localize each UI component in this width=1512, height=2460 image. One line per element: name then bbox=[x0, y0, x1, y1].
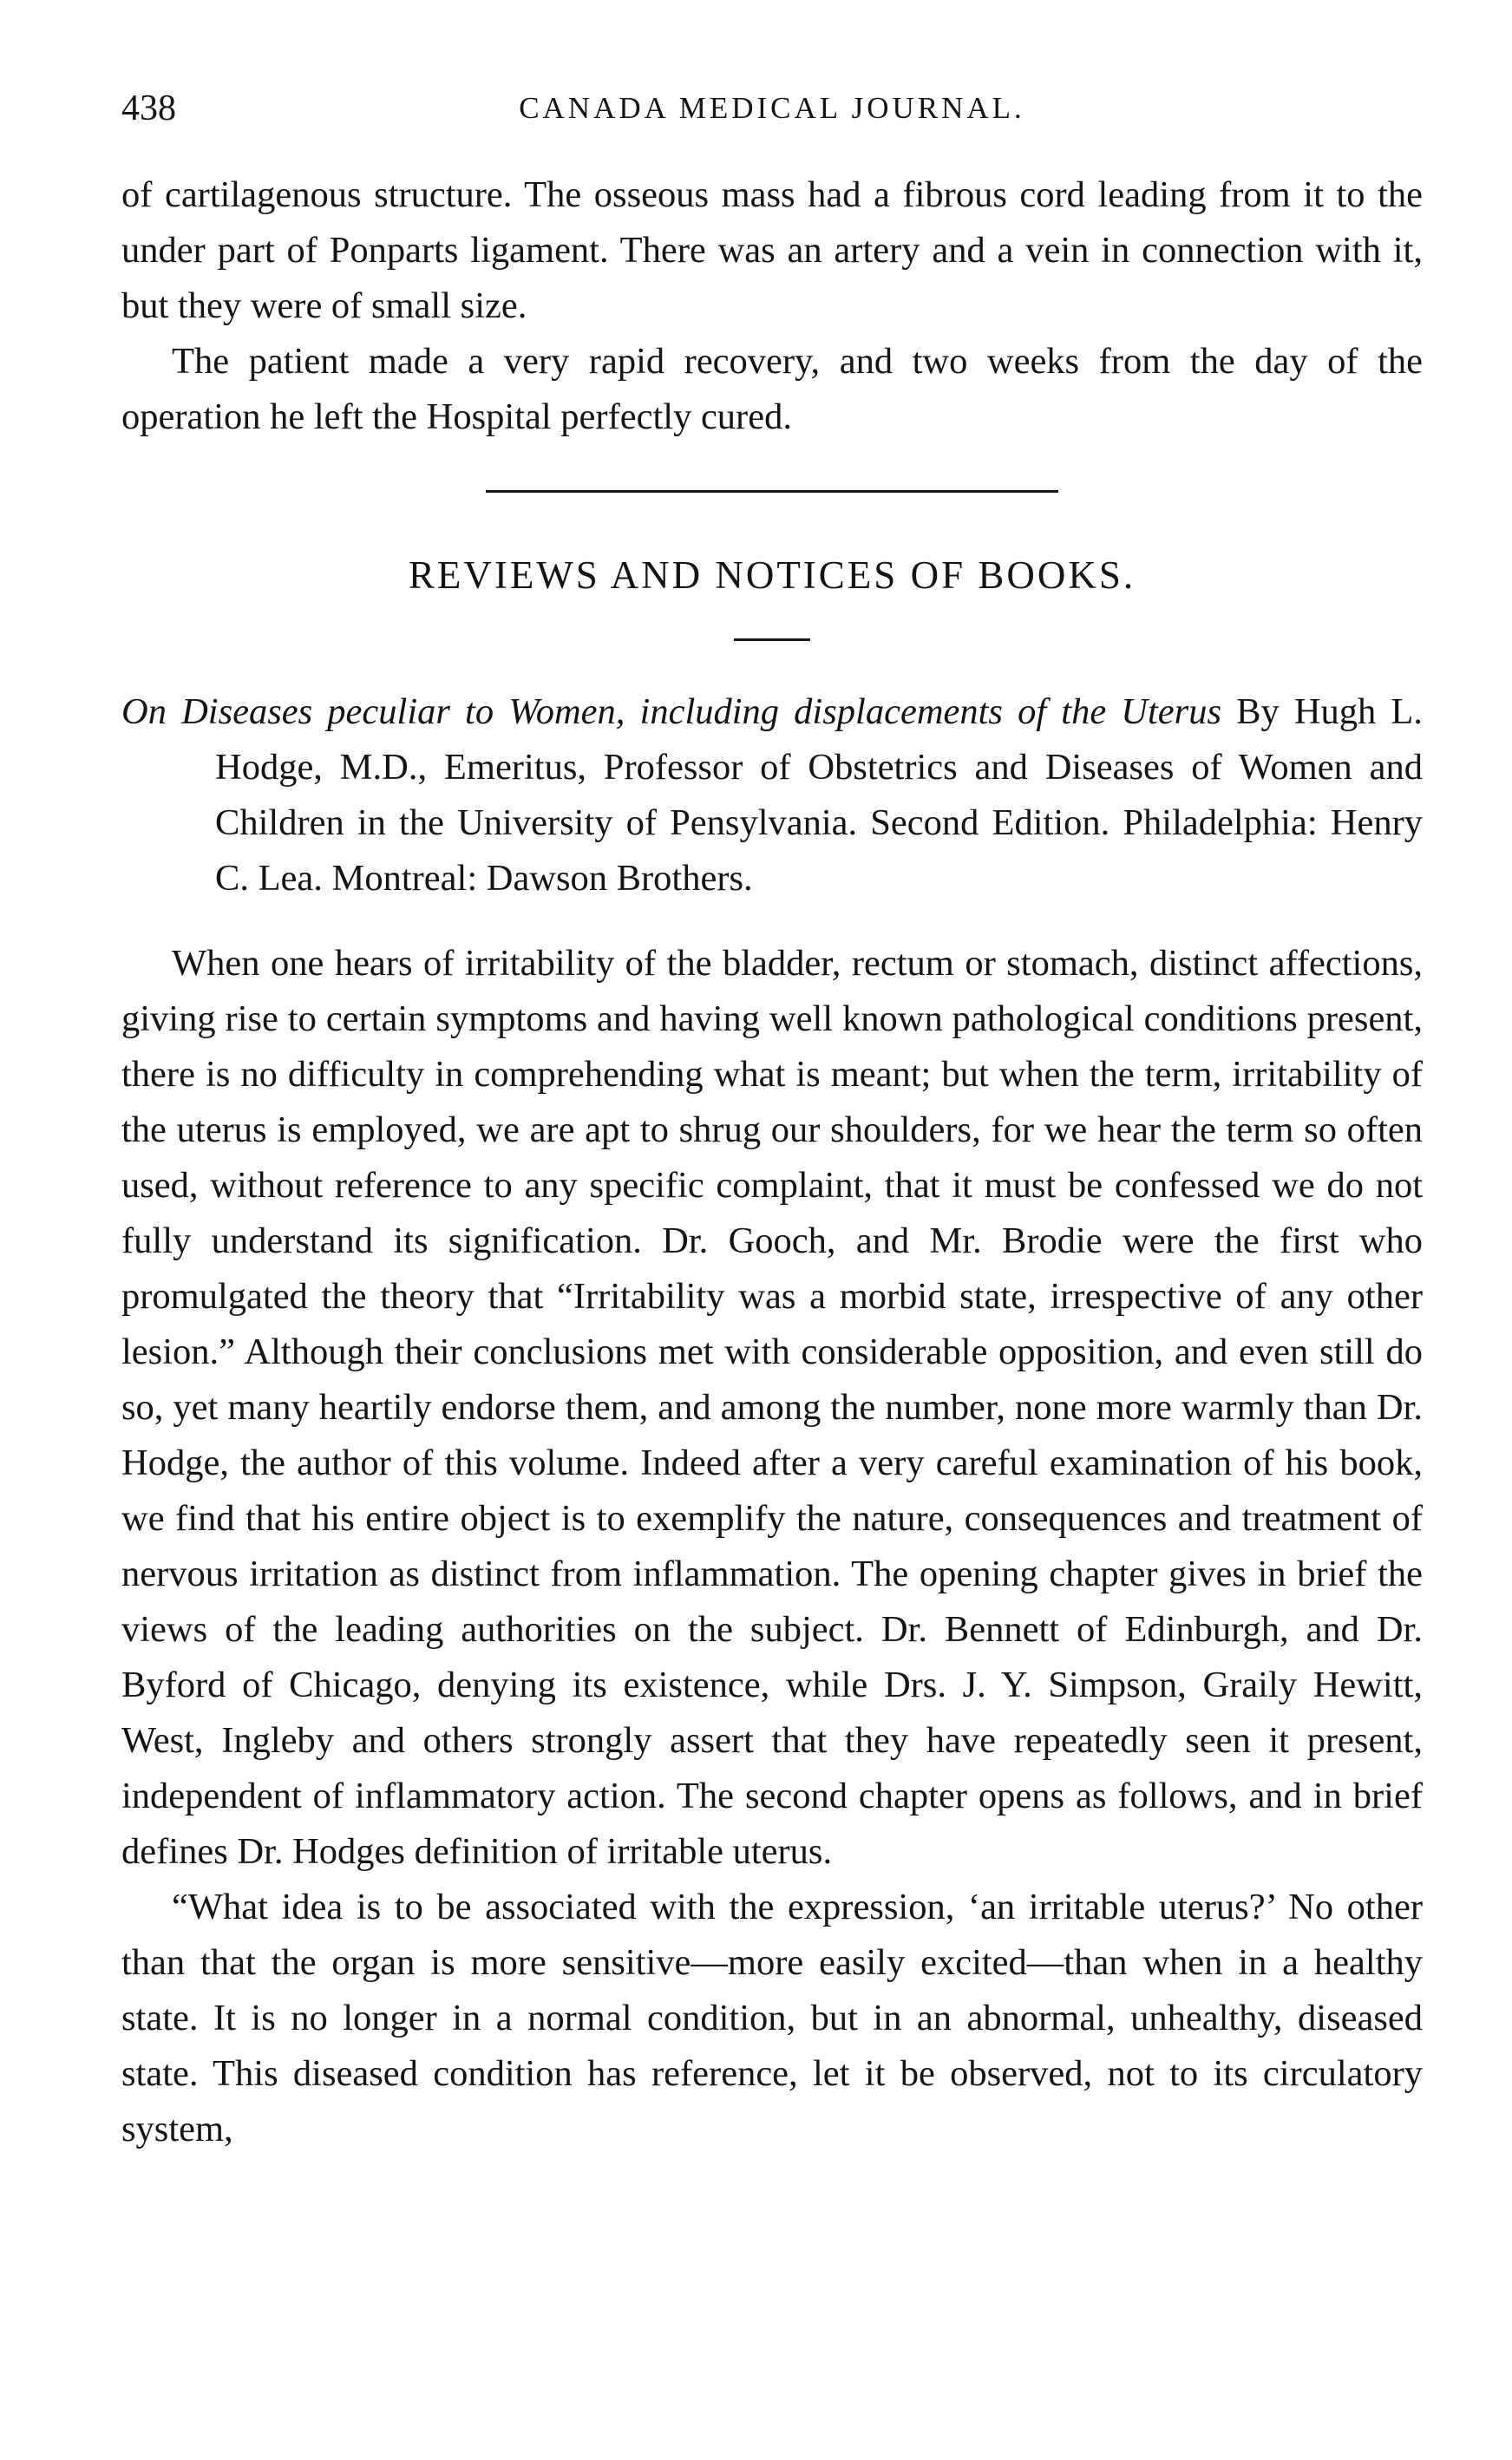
journal-title: CANADA MEDICAL JOURNAL. bbox=[519, 91, 1025, 125]
book-page bbox=[121, 82, 1423, 2157]
review-text bbox=[121, 936, 1423, 2157]
book-details: By Hugh L. Hodge, M.D., Emeritus, Professor of Obstetrics and Diseases of Women and Children in the University of Pensylvania. Second Edition. Philadelphia: Henry C. Lea. Montreal: Dawson Brothers. bbox=[215, 691, 1424, 899]
heading-rule bbox=[734, 638, 810, 641]
section-heading: REVIEWS AND NOTICES OF BOOKS. bbox=[408, 553, 1136, 597]
page-number: 438 bbox=[121, 88, 176, 128]
article-paragraph: The patient made a very rapid recovery, and two weeks from the day of the operation he left the Hospital perfectly cured. bbox=[121, 341, 1423, 437]
review-paragraph: When one hears of irritability of the bladder, rectum or stomach, distinct affections, giving rise to certain symptoms and having well known pathological conditions present, there is no difficulty in comprehending what is meant; but when the term, irritability of the uterus is employed, we are apt to shrug our shoulders, for we hear the term so often used, without reference to any specific complaint, that it must be confessed we do not fully understand its signification. Dr. Gooch, and Mr. Brodie were the first who promulgated the theory that “Irritability was a morbid state, irrespective of any other lesion.” Although their conclusions met with considerable opposition, and even still do so, yet many heartily endorse them, and among the number, none more warmly than Dr. Hodge, the author of this volume. Indeed after a very careful examination of his book, we find that his entire object is to exemplify the nature, consequences and treatment of nervous irritation as distinct from inflammation. The opening chapter gives in brief the views of the leading authorities on the subject. Dr. Bennett of Edinburgh, and Dr. Byford of Chicago, denying its existence, while Drs. J. Y. Simpson, Graily Hewitt, West, Ingleby and others strongly assert that they have repeatedly seen it present, independent of inflammatory action. The second chapter opens as follows, and in brief defines Dr. Hodges definition of irritable uterus. bbox=[121, 943, 1423, 1872]
continued-article bbox=[121, 167, 1423, 445]
book-title: On Diseases peculiar to Women, including displacements of the Uterus bbox=[121, 691, 1222, 732]
book-citation bbox=[121, 684, 1423, 906]
section-divider bbox=[486, 490, 1058, 493]
running-head bbox=[121, 82, 1423, 134]
article-paragraph: of cartilagenous structure. The osseous mass had a fibrous cord leading from it to the under part of Ponparts ligament. There was an artery and a vein in connection with it, but they were of small size. bbox=[121, 174, 1423, 326]
review-quotation: “What idea is to be associated with the expression, ‘an irritable uterus?’ No other than that the organ is more sensitive—more easily excited—than when in a healthy state. It is no longer in a normal condition, but in an abnormal, unhealthy, diseased state. This diseased condition has reference, let it be observed, not to its circulatory system, bbox=[121, 1887, 1423, 2149]
